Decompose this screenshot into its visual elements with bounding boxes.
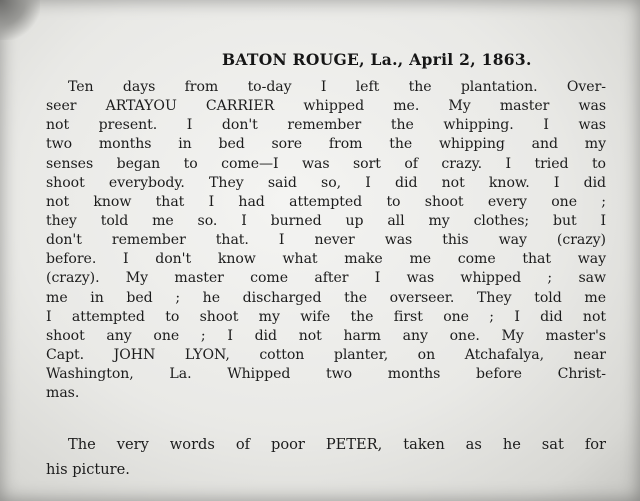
worn-corner [0,0,40,40]
text-line: Capt. JOHN LYON, cotton planter, on Atchafalya, near [46,346,606,363]
text-line: me in bed ; he discharged the overseer. They told me [46,289,606,306]
text-line: seer ARTAYOU CARRIER whipped me. My master was [46,98,606,115]
text-line: they told me so. I burned up all my clothes; but I [46,212,606,229]
text-line: Ten days from to-day I left the plantation. Over- [68,79,606,95]
text-line: shoot everybody. They said so, I did not know. I did [46,174,606,191]
text-line: mas. [46,385,80,402]
text-line: I attempted to shoot my wife the first one ; I did not [46,308,606,325]
closing-line: his picture. [46,461,130,478]
text-line: senses began to come—I was sort of crazy. I tried to [46,155,606,172]
text-line: before. I don't know what make me come that way [46,251,606,268]
text-line: shoot any one ; I did not harm any one. My master's [46,327,606,344]
text-line: two months in bed sore from the whipping and my [46,136,606,153]
testimony-text [46,78,606,403]
text-line: (crazy). My master come after I was whipped ; saw [46,270,606,287]
closing-line: The very words of poor PETER, taken as he sat for [68,436,606,453]
closing-note [46,432,606,482]
dateline-heading: BATON ROUGE, La., April 2, 1863. [222,50,532,69]
text-line: not present. I don't remember the whipping. I was [46,117,606,134]
text-line: not know that I had attempted to shoot every one ; [46,193,606,210]
text-line: Washington, La. Whipped two months before Christ- [46,366,606,383]
text-line: don't remember that. I never was this way (crazy) [46,232,606,249]
